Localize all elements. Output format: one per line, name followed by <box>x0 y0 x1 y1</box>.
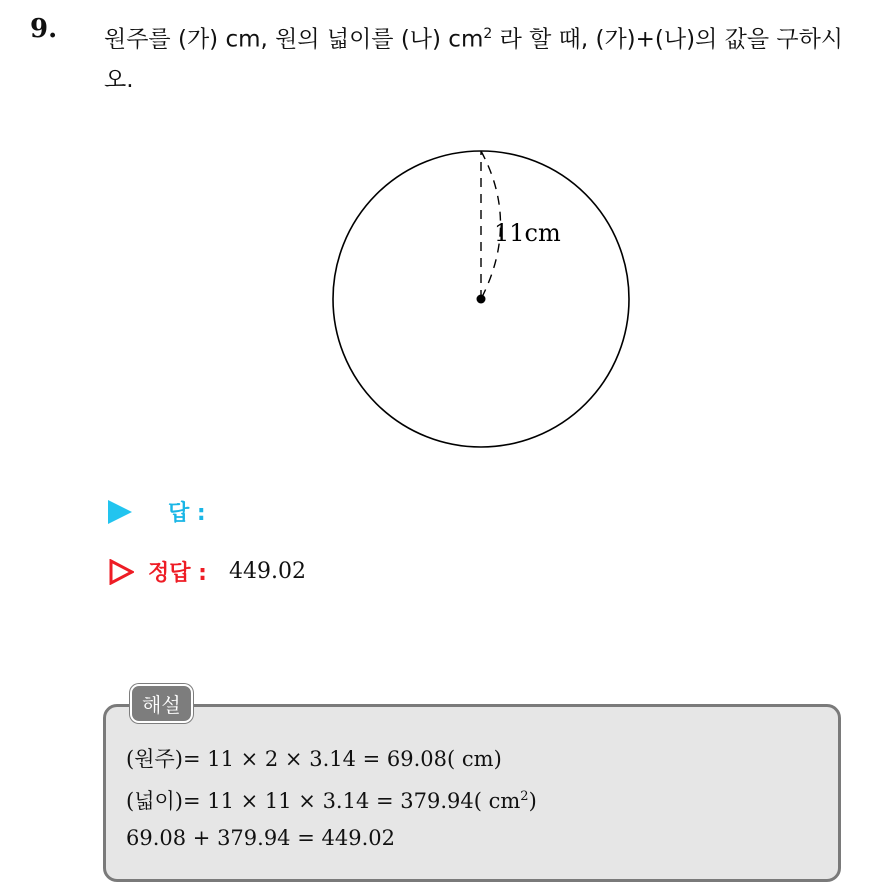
correct-answer-row <box>108 556 306 587</box>
radius-label: 11cm <box>494 219 561 247</box>
explanation-line-area <box>126 778 537 820</box>
correct-answer-value: 449.02 <box>228 559 306 584</box>
question-number: 9. <box>30 14 58 44</box>
circle-figure <box>330 148 634 452</box>
answer-row <box>108 496 206 527</box>
answer-label: 답 : <box>168 501 206 526</box>
explanation-area-main: (넓이)= 11 × 11 × 3.14 = 379.94( cm <box>126 789 521 813</box>
question-superscript: 2 <box>483 26 493 42</box>
play-triangle-icon <box>108 500 132 524</box>
correct-answer-label: 정답 : <box>148 561 207 586</box>
explanation-title: 해설 <box>130 684 193 723</box>
explanation-line-circumference: (원주)= 11 × 2 × 3.14 = 69.08( cm) <box>126 747 502 771</box>
explanation-line-sum: 69.08 + 379.94 = 449.02 <box>126 826 395 850</box>
center-point <box>477 295 486 304</box>
explanation-content <box>126 741 537 857</box>
question-text-part2: 라 할 때, (가)+(나)의 값을 구하시오. <box>104 26 844 93</box>
question-text-part1: 원주를 (가) cm, 원의 넓이를 (나) cm <box>104 26 484 53</box>
question-text <box>104 14 864 100</box>
outline-triangle-icon <box>108 559 134 585</box>
explanation-area-end: ) <box>528 789 537 813</box>
explanation-area-superscript: 2 <box>520 789 529 804</box>
